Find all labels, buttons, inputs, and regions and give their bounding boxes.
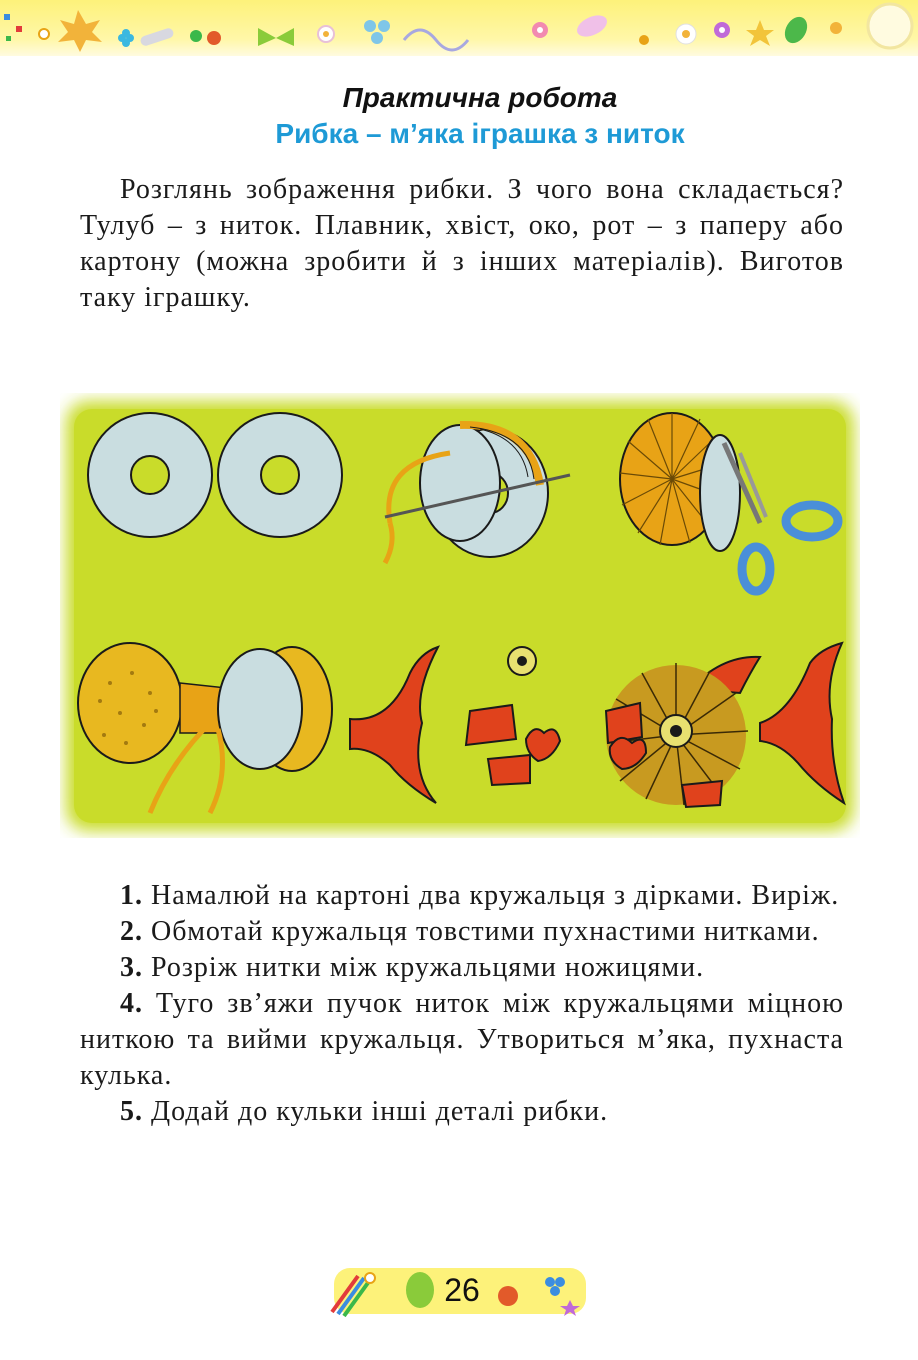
page-number: 26 bbox=[444, 1272, 480, 1308]
step-1 bbox=[80, 878, 844, 914]
section-label: Практична робота bbox=[342, 82, 618, 113]
step-5-number: 5. bbox=[120, 1096, 143, 1127]
intro-paragraph: Розглянь зображення рибки. З чого вона складається? Тулуб – з ниток. Плавник, хвіст, око, рот – з паперу або картону (можна зробити й з інших матеріалів). Виготов таку іграшку. bbox=[80, 174, 844, 313]
cardboard-disc-left bbox=[88, 413, 212, 537]
step-1-text: Намалюй на картоні два кружальця з дірками. Виріж. bbox=[151, 880, 840, 911]
step-4-number: 4. bbox=[120, 988, 143, 1019]
pearl-icon bbox=[868, 4, 912, 48]
swirl-icon bbox=[404, 30, 468, 50]
crayon-icon bbox=[139, 27, 174, 47]
purple-flower-icon bbox=[714, 22, 730, 38]
small-flower-icon bbox=[318, 26, 334, 42]
fish-eye-part bbox=[508, 647, 536, 675]
steps-list bbox=[80, 878, 844, 1130]
star-flower-icon bbox=[532, 22, 548, 38]
sun-bead-icon bbox=[830, 22, 842, 34]
step-5-text: Додай до кульки інші деталі рибки. bbox=[151, 1096, 609, 1127]
step-3 bbox=[80, 950, 844, 986]
craft-illustration bbox=[60, 393, 860, 838]
green-leaf-icon bbox=[406, 1272, 434, 1308]
bow-icon bbox=[258, 28, 294, 46]
beads-icon bbox=[190, 30, 221, 45]
maple-leaf-icon bbox=[58, 10, 102, 52]
red-bead-icon bbox=[498, 1286, 518, 1306]
fish-fin-part bbox=[466, 705, 516, 745]
confetti-icon bbox=[4, 14, 49, 41]
step-3-number: 3. bbox=[120, 952, 143, 983]
step-2-number: 2. bbox=[120, 916, 143, 947]
step-2 bbox=[80, 914, 844, 950]
star-icon bbox=[746, 20, 774, 46]
step-1-number: 1. bbox=[120, 880, 143, 911]
daisy-icon bbox=[676, 24, 696, 44]
fish-bottom-fin-part bbox=[488, 755, 530, 785]
flower-icon bbox=[118, 29, 134, 47]
green-leaf-icon bbox=[780, 13, 811, 47]
step-3-text: Розріж нитки між кружальцями ножицями. bbox=[151, 952, 705, 983]
bead-icon bbox=[639, 35, 649, 45]
step-2-text: Обмотай кружальця товстими пухнастими нитками. bbox=[151, 916, 820, 947]
step-5 bbox=[80, 1094, 844, 1130]
page-title: Рибка – м’яка іграшка з ниток bbox=[275, 118, 685, 149]
step-4-text: Туго зв’яжи пучок ниток між кружальцями міцною ниткою та вийми кружальця. Утвориться м’яка, пухнаста кулька. bbox=[80, 988, 845, 1091]
blue-flower-icon bbox=[364, 20, 390, 44]
leaf-pink-icon bbox=[574, 11, 611, 41]
step-4 bbox=[80, 986, 844, 1094]
top-decorative-border bbox=[0, 0, 918, 56]
cardboard-disc-right bbox=[218, 413, 342, 537]
